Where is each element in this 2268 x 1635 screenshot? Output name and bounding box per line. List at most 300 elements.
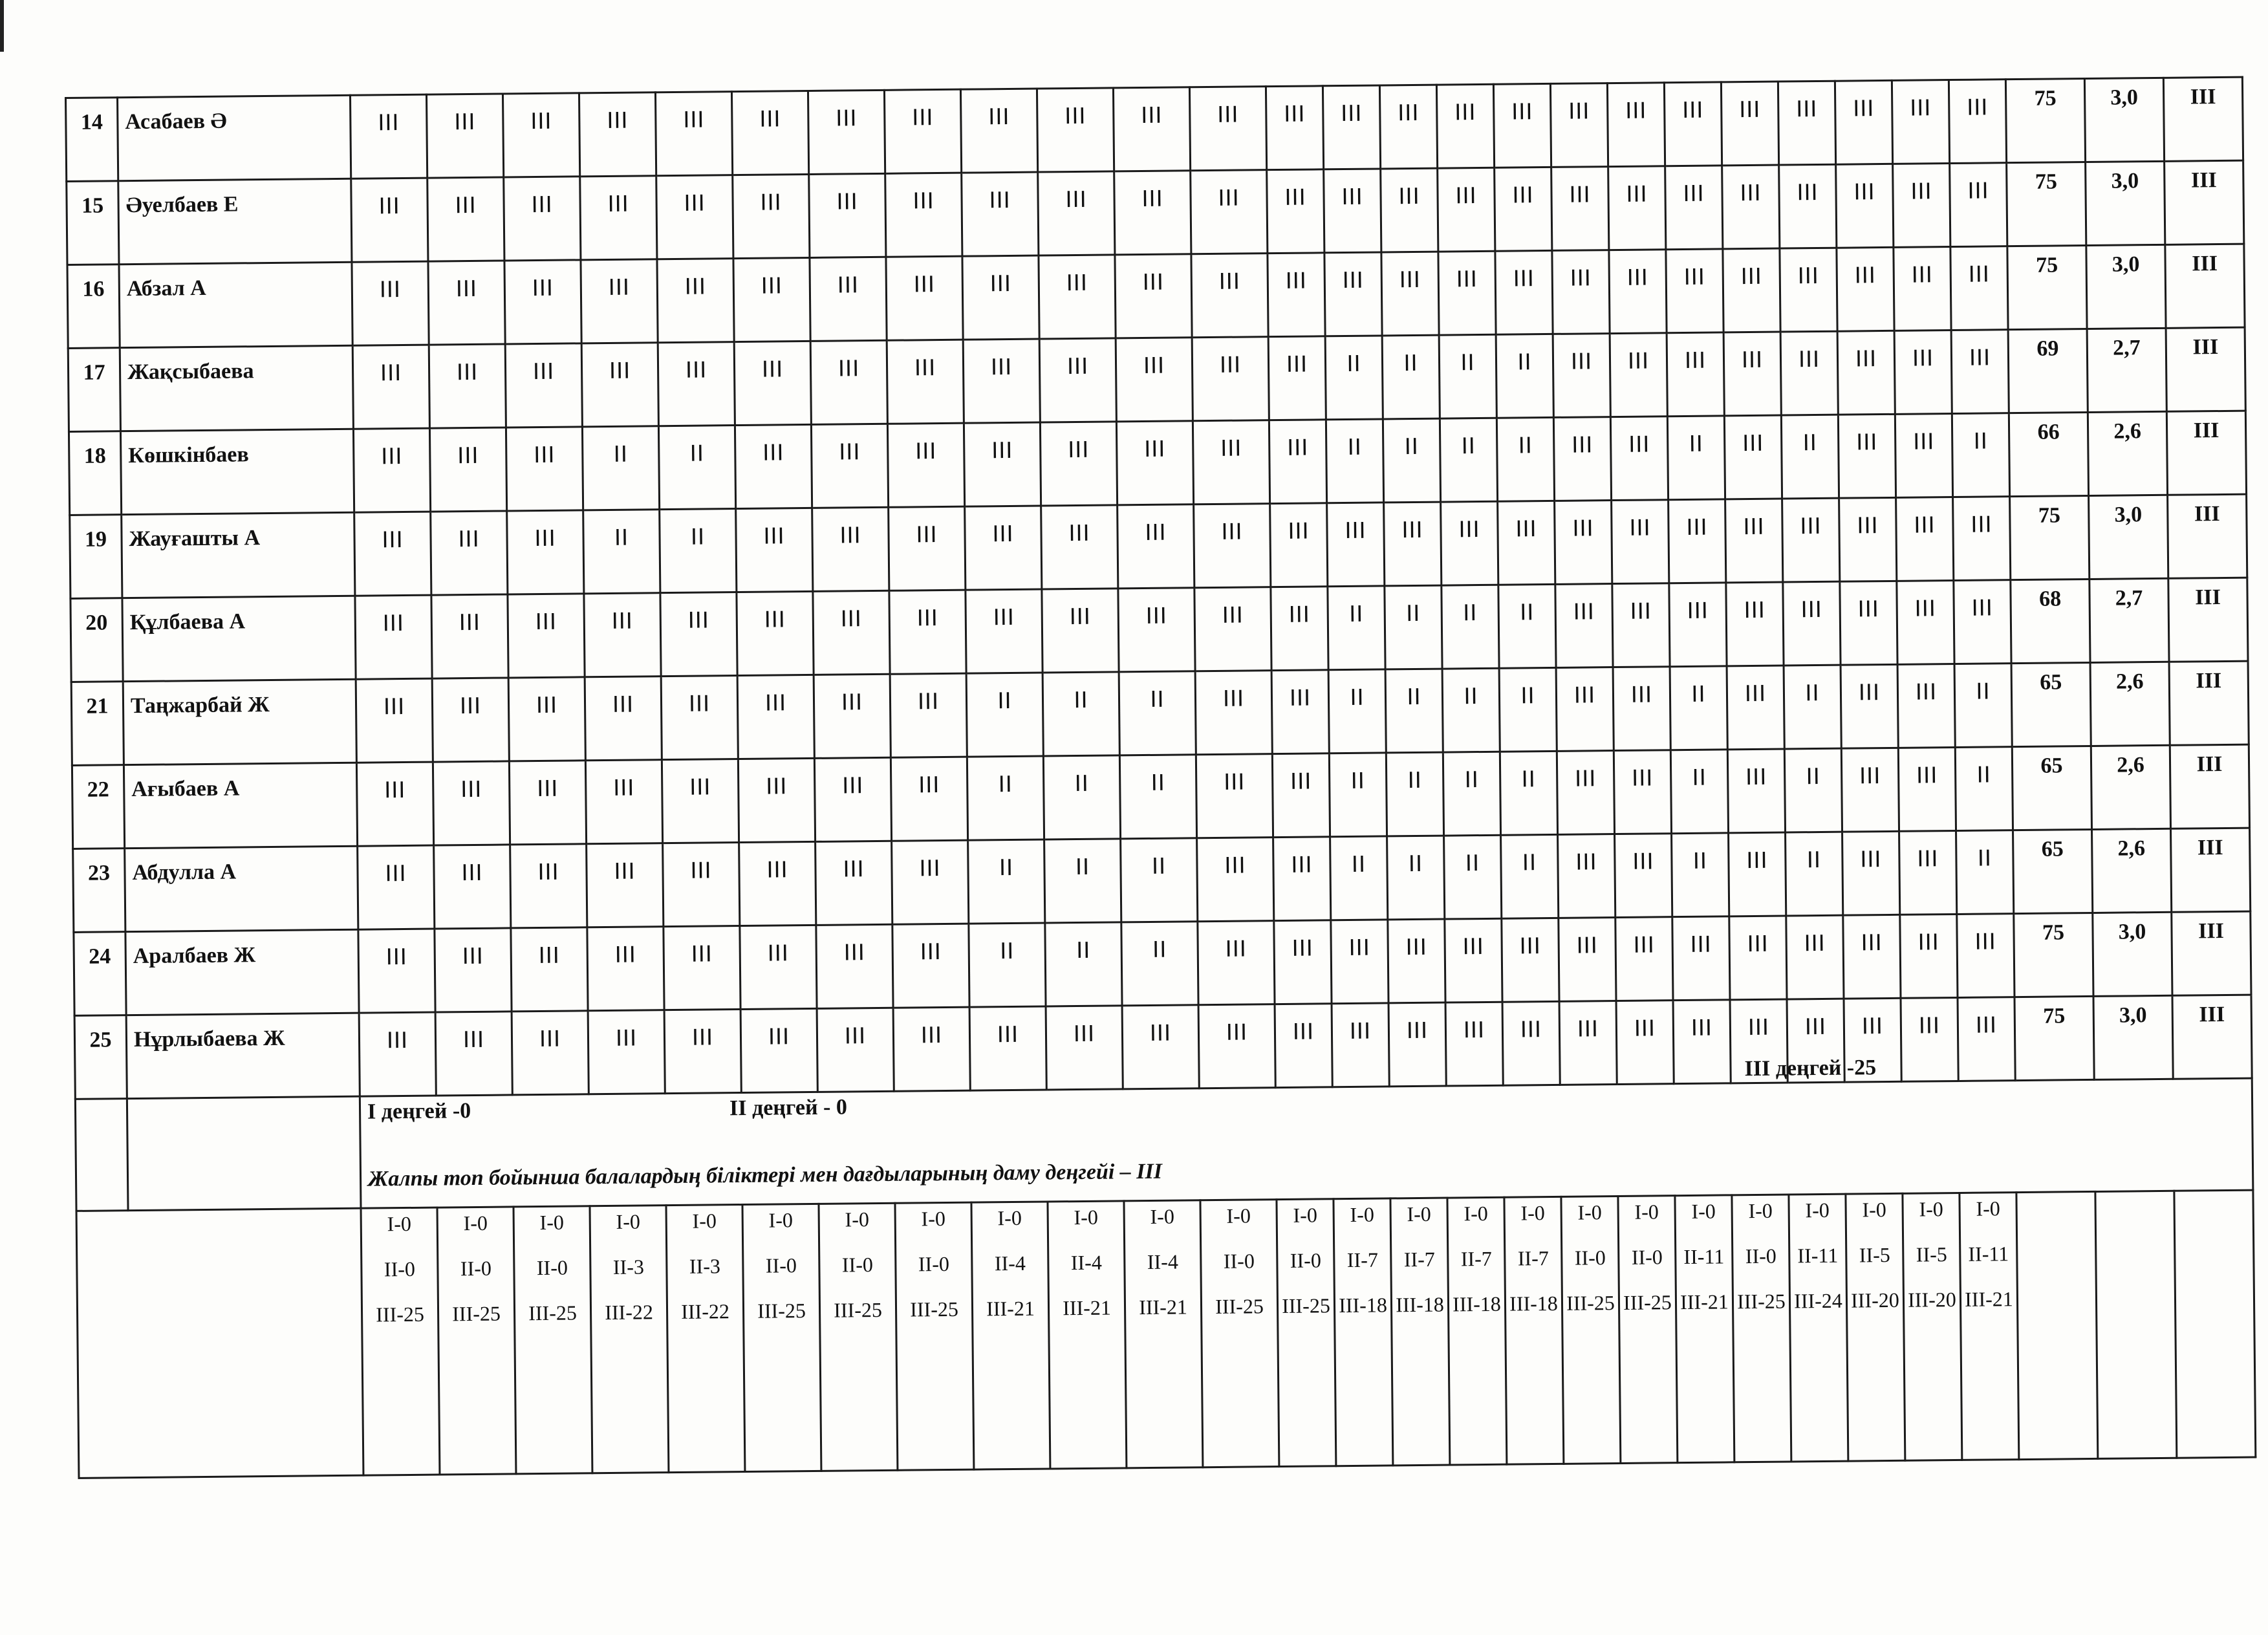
skill-mark: III xyxy=(1729,832,1786,916)
level-count: I-0 xyxy=(692,1209,717,1233)
skill-mark: III xyxy=(1898,747,1956,831)
skill-mark: III xyxy=(1614,750,1671,834)
skill-mark: III xyxy=(733,257,810,341)
skill-mark: II xyxy=(1121,838,1198,922)
skill-mark: III xyxy=(354,512,431,596)
skill-mark: III xyxy=(1274,920,1332,1004)
total-score: 75 xyxy=(2010,495,2090,579)
skill-mark: II xyxy=(1672,833,1729,917)
skill-mark: III xyxy=(1271,587,1328,671)
column-level-summary xyxy=(1390,1198,1450,1466)
skill-mark: III xyxy=(431,594,508,678)
average-score: 3,0 xyxy=(2084,78,2164,162)
skill-mark: II xyxy=(583,510,660,594)
development-level: III xyxy=(2172,995,2252,1079)
skill-mark: III xyxy=(1727,666,1784,750)
skill-mark: III xyxy=(1267,169,1324,254)
skill-mark: III xyxy=(1837,247,1894,331)
skill-mark: III xyxy=(1672,916,1730,1001)
skill-mark: III xyxy=(1612,583,1670,667)
student-name: Жауғашты А xyxy=(122,512,355,598)
skill-mark: III xyxy=(581,343,658,427)
skill-mark: III xyxy=(1381,168,1438,252)
column-level-summary xyxy=(1960,1193,2019,1460)
assessment-table xyxy=(65,76,2256,1479)
level-count: III-22 xyxy=(605,1300,654,1325)
skill-mark: II xyxy=(968,839,1045,924)
skill-mark: II xyxy=(1496,334,1553,418)
skill-mark: II xyxy=(1956,830,2014,915)
skill-mark: III xyxy=(587,927,664,1011)
skill-mark: III xyxy=(965,506,1042,590)
empty-cell xyxy=(76,1208,363,1478)
skill-mark: II xyxy=(1952,413,2009,497)
skill-mark: II xyxy=(1670,750,1728,834)
skill-mark: III xyxy=(663,843,740,927)
skill-mark: III xyxy=(1113,87,1190,171)
skill-mark: III xyxy=(1896,497,1954,581)
summary-rows xyxy=(75,1056,2255,1478)
skill-mark: III xyxy=(1273,837,1331,921)
level-count: I-0 xyxy=(1293,1203,1318,1227)
level-count: II-0 xyxy=(841,1253,874,1277)
skill-mark: III xyxy=(1495,250,1553,334)
student-number: 23 xyxy=(73,849,125,933)
level-count: III-21 xyxy=(1964,1287,2013,1311)
average-score: 2,6 xyxy=(2092,828,2172,913)
column-level-summary xyxy=(1561,1196,1621,1464)
skill-mark: III xyxy=(1438,168,1495,252)
skill-mark: II xyxy=(1326,419,1383,503)
skill-mark: III xyxy=(1194,504,1271,588)
skill-mark: II xyxy=(1044,839,1121,923)
level-count: I-0 xyxy=(1577,1200,1602,1224)
skill-mark: II xyxy=(1439,334,1496,418)
level-count: I-0 xyxy=(997,1206,1022,1230)
skill-mark: II xyxy=(1501,834,1559,918)
skill-mark: II xyxy=(1954,664,2012,748)
skill-mark: II xyxy=(1667,416,1725,500)
column-level-summary xyxy=(1675,1195,1734,1463)
skill-mark: III xyxy=(1557,751,1614,835)
skill-mark: III xyxy=(1780,248,1837,332)
skill-mark: III xyxy=(1667,332,1724,417)
level-1-count: I деңгей -0 xyxy=(367,1099,471,1124)
level-count: III-25 xyxy=(452,1301,501,1326)
level-count: I-0 xyxy=(1074,1205,1099,1229)
average-score: 3,0 xyxy=(2093,995,2173,1079)
level-count: I-0 xyxy=(845,1207,870,1231)
level-count: III-25 xyxy=(834,1297,883,1322)
skill-mark: III xyxy=(812,507,889,591)
student-number: 15 xyxy=(67,181,119,265)
skill-mark: III xyxy=(1666,249,1723,333)
skill-mark: II xyxy=(1784,665,1841,749)
student-name: Нұрлыбаева Ж xyxy=(126,1013,360,1098)
level-count: II-11 xyxy=(1797,1243,1839,1268)
skill-mark: III xyxy=(1046,1006,1123,1090)
skill-mark: III xyxy=(1498,501,1555,585)
level-count: II-11 xyxy=(1968,1242,2009,1266)
skill-mark: II xyxy=(1330,836,1388,920)
skill-mark: III xyxy=(811,424,888,508)
average-score: 2,6 xyxy=(2091,745,2170,829)
skill-mark: III xyxy=(1786,915,1844,999)
level-count: I-0 xyxy=(1634,1200,1659,1224)
skill-mark: III xyxy=(1892,80,1949,164)
skill-mark: III xyxy=(1726,582,1784,666)
skill-mark: III xyxy=(508,677,585,761)
skill-mark: III xyxy=(1193,420,1269,504)
skill-mark: III xyxy=(808,90,885,174)
level-count: I-0 xyxy=(1407,1202,1432,1226)
skill-mark: III xyxy=(816,924,893,1008)
skill-mark: III xyxy=(509,761,586,845)
skill-mark: III xyxy=(435,928,512,1012)
skill-mark: III xyxy=(356,762,433,846)
skill-mark: III xyxy=(885,173,962,257)
skill-mark: III xyxy=(1838,414,1895,498)
skill-mark: III xyxy=(579,92,656,177)
skill-mark: III xyxy=(1551,167,1609,251)
skill-mark: III xyxy=(580,176,657,260)
total-score: 75 xyxy=(2007,162,2086,246)
skill-mark: II xyxy=(1042,672,1119,756)
skill-mark: III xyxy=(893,1007,970,1091)
skill-mark: III xyxy=(813,590,890,675)
development-level: III xyxy=(2166,327,2245,411)
skill-mark: III xyxy=(1268,253,1325,337)
level-count: III-25 xyxy=(757,1299,806,1323)
level-count: III-18 xyxy=(1509,1291,1558,1316)
skill-mark: III xyxy=(1272,753,1330,838)
skill-mark: II xyxy=(1043,755,1120,839)
skill-mark: III xyxy=(355,595,432,679)
skill-mark: III xyxy=(1445,918,1502,1002)
student-name: Асабаев Ә xyxy=(118,95,351,180)
skill-mark: III xyxy=(1118,588,1195,672)
level-count: III-25 xyxy=(1282,1294,1331,1318)
skill-mark: II xyxy=(1670,666,1727,750)
skill-mark: III xyxy=(429,344,506,428)
student-name: Құлбаева А xyxy=(122,596,356,681)
skill-mark: III xyxy=(1613,667,1670,751)
skill-mark: III xyxy=(1042,589,1119,673)
skill-mark: II xyxy=(1387,836,1445,920)
column-level-summary xyxy=(437,1207,516,1475)
skill-mark: III xyxy=(585,760,662,844)
skill-mark: III xyxy=(1897,580,1954,664)
student-number: 21 xyxy=(71,682,124,766)
student-name: Әуелбаев Е xyxy=(118,179,352,264)
average-score: 2,6 xyxy=(2088,411,2167,495)
skill-mark: II xyxy=(1444,835,1502,919)
skill-mark: III xyxy=(964,422,1041,506)
level-count: I-0 xyxy=(1805,1198,1830,1222)
skill-mark: III xyxy=(1192,337,1269,421)
skill-mark: III xyxy=(1122,1005,1199,1089)
skill-mark: III xyxy=(1780,331,1838,415)
level-count: I-0 xyxy=(1691,1199,1716,1223)
skill-mark: III xyxy=(1895,414,1952,498)
skill-mark: III xyxy=(507,510,584,594)
level-count: I-0 xyxy=(1748,1198,1773,1223)
skill-mark: III xyxy=(508,594,585,678)
empty-cell xyxy=(127,1096,361,1210)
student-number: 22 xyxy=(72,765,124,849)
skill-mark: III xyxy=(1615,917,1673,1001)
level-count: III-20 xyxy=(1851,1288,1899,1312)
student-number: 16 xyxy=(67,265,120,349)
level-count: II-0 xyxy=(1223,1249,1255,1273)
skill-mark: III xyxy=(1324,252,1382,336)
level-count: II-7 xyxy=(1346,1248,1379,1272)
skill-mark: III xyxy=(1559,1001,1617,1085)
skill-mark: III xyxy=(1553,334,1610,418)
scan-edge-mark xyxy=(0,0,4,52)
skill-mark: III xyxy=(426,94,503,178)
skill-mark: III xyxy=(585,677,662,761)
skill-mark: III xyxy=(502,93,579,177)
level-count: II-4 xyxy=(1070,1250,1103,1275)
level-count: I-0 xyxy=(1862,1198,1886,1222)
skill-mark: III xyxy=(428,261,505,345)
skill-mark: III xyxy=(1783,581,1841,666)
skill-mark: III xyxy=(737,675,814,759)
development-level: III xyxy=(2168,578,2248,662)
level-count: I-0 xyxy=(1463,1201,1488,1226)
skill-mark: III xyxy=(1331,920,1388,1004)
skill-mark: III xyxy=(740,925,817,1009)
skill-mark: II xyxy=(1500,751,1557,835)
skill-mark: II xyxy=(1955,747,2013,831)
skill-mark: III xyxy=(1558,834,1615,918)
skill-mark: III xyxy=(1502,918,1559,1002)
skill-mark: III xyxy=(1723,332,1781,416)
column-level-summary xyxy=(1200,1200,1279,1467)
development-level: III xyxy=(2172,911,2251,995)
skill-mark: III xyxy=(1039,255,1116,339)
skill-mark: III xyxy=(1779,164,1837,248)
skill-mark: II xyxy=(1496,417,1554,501)
skill-mark: III xyxy=(1950,246,2008,330)
skill-mark: III xyxy=(1268,336,1326,420)
skill-mark: III xyxy=(1844,998,1901,1082)
skill-mark: II xyxy=(1385,585,1442,669)
average-score: 3,0 xyxy=(2093,912,2172,996)
skill-mark: III xyxy=(431,511,508,595)
skill-mark: III xyxy=(1037,88,1114,172)
skill-mark: III xyxy=(887,340,964,424)
column-level-summary xyxy=(1334,1198,1393,1466)
column-level-summary xyxy=(1124,1200,1203,1468)
skill-mark: III xyxy=(510,844,587,928)
level-count: I-0 xyxy=(463,1211,488,1235)
level-count: I-0 xyxy=(1150,1204,1175,1228)
skill-mark: III xyxy=(1269,420,1326,504)
skill-mark: III xyxy=(815,841,892,925)
skill-mark: III xyxy=(358,845,435,929)
column-level-summary xyxy=(513,1206,592,1474)
column-level-summary xyxy=(1277,1199,1336,1467)
empty-cell xyxy=(2174,1190,2256,1458)
level-count: II-4 xyxy=(994,1251,1026,1275)
column-level-summary xyxy=(1504,1196,1564,1464)
development-level: III xyxy=(2165,244,2245,328)
total-score: 65 xyxy=(2012,746,2091,830)
skill-mark: III xyxy=(1836,164,1894,248)
skill-mark: III xyxy=(1502,1001,1560,1085)
level-count: II-7 xyxy=(1403,1247,1436,1272)
summary-text-cell xyxy=(360,1056,2253,1208)
total-score: 68 xyxy=(2011,579,2090,663)
student-name: Жақсыбаева xyxy=(120,345,353,431)
skill-mark: III xyxy=(736,508,813,592)
student-rows xyxy=(66,77,2252,1099)
skill-mark: III xyxy=(1552,250,1610,334)
skill-mark: III xyxy=(655,92,732,176)
level-count: III-24 xyxy=(1794,1288,1842,1313)
level-count: III-21 xyxy=(1063,1295,1112,1320)
skill-mark: III xyxy=(1116,338,1193,422)
skill-mark: III xyxy=(504,260,581,344)
skill-mark: III xyxy=(890,673,967,757)
level-count: I-0 xyxy=(616,1209,641,1233)
level-count: II-4 xyxy=(1147,1250,1179,1274)
total-score: 75 xyxy=(2007,246,2087,330)
level-count: III-20 xyxy=(1907,1288,1956,1312)
skill-mark: III xyxy=(1669,499,1726,583)
skill-mark: III xyxy=(1950,163,2007,247)
level-count: I-0 xyxy=(921,1207,946,1231)
skill-mark: III xyxy=(737,591,814,675)
student-name: Ағыбаев А xyxy=(124,763,357,848)
student-number: 18 xyxy=(69,431,121,515)
level-count: II-0 xyxy=(383,1257,416,1281)
skill-mark: III xyxy=(1607,83,1665,167)
skill-mark: III xyxy=(1198,1004,1275,1088)
level-count: II-0 xyxy=(1745,1244,1777,1268)
level-count: II-0 xyxy=(1290,1248,1322,1272)
skill-mark: III xyxy=(434,845,511,929)
student-name: Абдулла А xyxy=(125,846,358,931)
summary-text xyxy=(361,1056,2252,1207)
skill-mark: III xyxy=(1438,251,1496,335)
skill-mark: II xyxy=(1328,669,1386,753)
empty-cell xyxy=(2095,1191,2177,1458)
skill-mark: II xyxy=(1119,671,1196,755)
student-name: Көшкінбаев xyxy=(120,429,354,514)
column-summary-row xyxy=(76,1190,2256,1478)
level-count: II-0 xyxy=(918,1251,950,1276)
skill-mark: II xyxy=(1325,336,1383,420)
skill-mark: III xyxy=(1837,330,1895,415)
skill-mark: III xyxy=(358,929,435,1013)
skill-mark: III xyxy=(660,592,737,677)
skill-mark: III xyxy=(814,674,891,758)
skill-mark: III xyxy=(1197,838,1274,922)
skill-mark: III xyxy=(352,345,429,429)
skill-mark: III xyxy=(581,259,658,343)
development-level: III xyxy=(2163,77,2243,161)
development-level: III xyxy=(2169,661,2249,745)
skill-mark: III xyxy=(1445,1002,1503,1086)
skill-mark: III xyxy=(740,1008,817,1092)
skill-mark: III xyxy=(661,676,738,760)
skill-mark: III xyxy=(1116,421,1193,505)
skill-mark: III xyxy=(889,506,966,590)
skill-mark: III xyxy=(889,590,966,674)
column-level-summary xyxy=(1618,1196,1678,1464)
skill-mark: III xyxy=(1118,504,1194,589)
column-level-summary xyxy=(1789,1194,1848,1462)
column-level-summary xyxy=(1846,1193,1905,1461)
level-count: III-25 xyxy=(1566,1291,1615,1315)
skill-mark: III xyxy=(1778,81,1835,165)
skill-mark: III xyxy=(884,89,961,173)
skill-mark: III xyxy=(1608,166,1666,250)
skill-mark: III xyxy=(886,256,963,340)
level-count: II-11 xyxy=(1683,1244,1725,1269)
skill-mark: II xyxy=(1329,753,1387,837)
student-number: 25 xyxy=(74,1015,127,1099)
level-count: II-3 xyxy=(689,1254,721,1278)
total-score: 75 xyxy=(2014,913,2093,997)
average-score: 3,0 xyxy=(2086,161,2165,245)
skill-mark: III xyxy=(1189,87,1266,171)
skill-mark: III xyxy=(1664,82,1722,166)
level-2-count: II деңгей - 0 xyxy=(729,1095,848,1121)
skill-mark: III xyxy=(1957,914,2014,998)
level-count: III-21 xyxy=(1139,1295,1188,1319)
level-count: II-7 xyxy=(1460,1246,1492,1271)
skill-mark: III xyxy=(887,423,964,507)
development-level: III xyxy=(2166,411,2246,495)
level-count: II-0 xyxy=(1631,1245,1663,1269)
column-level-summary xyxy=(1732,1195,1791,1462)
skill-mark: III xyxy=(1727,749,1785,833)
skill-mark: II xyxy=(1786,832,1843,916)
skill-mark: III xyxy=(733,174,810,258)
skill-mark: III xyxy=(810,257,887,341)
average-score: 2,7 xyxy=(2087,328,2166,412)
skill-mark: III xyxy=(1555,584,1613,668)
skill-mark: III xyxy=(1665,166,1723,250)
skill-mark: III xyxy=(731,91,808,175)
level-3-count: III деңгей -25 xyxy=(1744,1056,1877,1081)
empty-cell xyxy=(75,1099,128,1211)
total-score: 66 xyxy=(2009,412,2088,496)
skill-mark: III xyxy=(814,757,891,841)
skill-mark: III xyxy=(1550,83,1608,168)
column-level-summary xyxy=(590,1206,669,1473)
skill-mark: II xyxy=(582,426,659,510)
skill-mark: II xyxy=(1781,415,1839,499)
skill-mark: III xyxy=(1839,497,1897,581)
level-count: I-0 xyxy=(1226,1204,1251,1228)
skill-mark: III xyxy=(1722,165,1780,249)
column-level-summary xyxy=(1903,1193,1962,1460)
level-count: III-25 xyxy=(1737,1289,1786,1314)
skill-mark: III xyxy=(1384,502,1442,586)
skill-mark: III xyxy=(1901,997,1958,1081)
skill-mark: III xyxy=(1951,330,2009,414)
skill-mark: III xyxy=(1559,918,1616,1002)
level-count: II-3 xyxy=(612,1255,645,1279)
skill-mark: III xyxy=(584,593,661,677)
overall-level-statement: Жалпы топ бойынша балалардың біліктері мен дағдыларының даму деңгейі – III xyxy=(367,1159,1163,1191)
level-count: III-18 xyxy=(1453,1292,1501,1316)
